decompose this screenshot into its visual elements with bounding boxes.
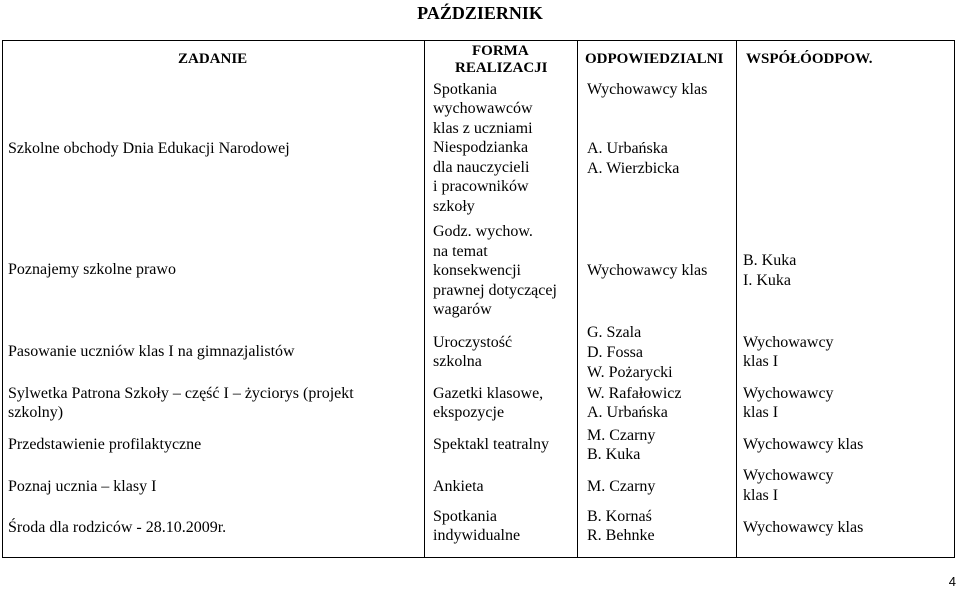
responsible-cell: G. Szala [587, 324, 642, 341]
form-cell: prawnej dotyczącej [433, 282, 557, 299]
form-cell: Spektakl teatralny [433, 436, 549, 453]
header-zadanie: ZADANIE [178, 51, 248, 67]
co-responsible-cell: klas I [743, 353, 779, 370]
responsible-cell: Wychowawcy klas [587, 262, 708, 279]
responsible-cell: D. Fossa [587, 344, 644, 361]
form-cell: Ankieta [433, 478, 484, 495]
co-responsible-cell: I. Kuka [743, 272, 791, 289]
form-cell: klas z uczniami [433, 120, 533, 137]
co-responsible-cell: Wychowawcy [743, 334, 834, 351]
responsible-cell: Wychowawcy klas [587, 81, 708, 98]
co-responsible-cell: Wychowawcy klas [743, 436, 864, 453]
form-cell: ekspozycje [433, 404, 505, 421]
co-responsible-cell: Wychowawcy [743, 385, 834, 402]
task-cell: szkolny) [8, 404, 64, 421]
form-cell: konsekwencji [433, 262, 521, 279]
form-cell: szkolna [433, 353, 482, 370]
page-title: PAŹDZIERNIK [417, 3, 543, 23]
task-cell: Poznaj ucznia – klasy I [8, 478, 157, 495]
task-cell: Sylwetka Patrona Szkoły – część I – życiorys (projekt [8, 385, 354, 402]
responsible-cell: B. Kornaś [587, 508, 652, 525]
co-responsible-cell: Wychowawcy klas [743, 519, 864, 536]
responsible-cell: W. Pożarycki [587, 364, 673, 381]
form-cell: szkoły [433, 198, 475, 215]
responsible-cell: W. Rafałowicz [587, 385, 682, 402]
form-cell: wychowawców [433, 100, 533, 117]
column-divider [577, 40, 578, 558]
responsible-cell: A. Wierzbicka [587, 160, 680, 177]
form-cell: Godz. wychow. [433, 223, 533, 240]
form-cell: dla nauczycieli [433, 159, 530, 176]
form-cell: Spotkania [433, 508, 497, 525]
task-cell: Przedstawienie profilaktyczne [8, 436, 202, 453]
task-cell: Pasowanie uczniów klas I na gimnazjalistów [8, 343, 295, 360]
form-cell: i pracowników [433, 178, 529, 195]
responsible-cell: A. Urbańska [587, 404, 668, 421]
column-divider [736, 40, 737, 558]
header-wspolodpow: WSPÓŁÓODPOW. [746, 51, 873, 67]
form-cell: indywidualne [433, 527, 521, 544]
task-cell: Szkolne obchody Dnia Edukacji Narodowej [8, 140, 290, 157]
column-divider [424, 40, 425, 558]
responsible-cell: M. Czarny [587, 427, 656, 444]
co-responsible-cell: Wychowawcy [743, 467, 834, 484]
header-forma: FORMA [472, 43, 529, 59]
header-odpowiedzialni: ODPOWIEDZIALNI [585, 51, 724, 67]
responsible-cell: M. Czarny [587, 478, 656, 495]
responsible-cell: B. Kuka [587, 446, 641, 463]
form-cell: wagarów [433, 301, 492, 318]
responsible-cell: A. Urbańska [587, 140, 668, 157]
form-cell: na temat [433, 243, 488, 260]
form-cell: Niespodzianka [433, 139, 529, 156]
responsible-cell: R. Behnke [587, 527, 655, 544]
task-cell: Środa dla rodziców - 28.10.2009r. [8, 519, 227, 536]
task-cell: Poznajemy szkolne prawo [8, 261, 176, 278]
co-responsible-cell: B. Kuka [743, 252, 797, 269]
form-cell: Spotkania [433, 81, 497, 98]
page-number: 4 [948, 574, 956, 589]
co-responsible-cell: klas I [743, 487, 779, 504]
header-realizacji: REALIZACJI [455, 60, 548, 76]
form-cell: Gazetki klasowe, [433, 385, 544, 402]
form-cell: Uroczystość [433, 334, 513, 351]
co-responsible-cell: klas I [743, 404, 779, 421]
